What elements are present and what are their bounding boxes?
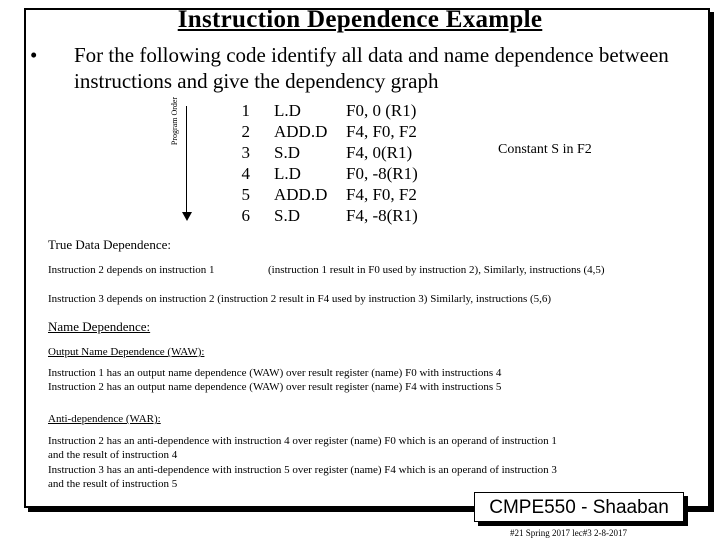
footer-lecture-info: #21 Spring 2017 lec#3 2-8-2017 xyxy=(510,528,627,538)
operands: F4, F0, F2 xyxy=(346,122,417,141)
war-line2: and the result of instruction 4 xyxy=(48,449,178,461)
line-number: 2 xyxy=(241,122,250,141)
course-footer-box: CMPE550 - Shaaban xyxy=(474,492,684,522)
true-dep-line2: Instruction 3 depends on instruction 2 (instruction 2 result in F4 used by instruction 3) Similarly, instructions (5,6) xyxy=(48,293,552,305)
line-number: 4 xyxy=(241,164,250,183)
opcode: ADD.D xyxy=(274,185,328,204)
waw-line1: Instruction 1 has an output name dependence (WAW) over result register (name) F0 with instructions 4 xyxy=(48,367,502,379)
line-number: 5 xyxy=(241,185,250,204)
waw-line2: Instruction 2 has an output name dependence (WAW) over result register (name) F4 with instructions 5 xyxy=(48,381,502,393)
opcode: L.D xyxy=(274,101,301,120)
true-dep-line1b: (instruction 1 result in F0 used by instruction 2), Similarly, instructions (4,5) xyxy=(268,264,605,276)
code-operands xyxy=(346,100,418,226)
line-number: 1 xyxy=(241,101,250,120)
operands: F0, -8(R1) xyxy=(346,164,418,183)
arrow-down-icon xyxy=(182,212,192,221)
true-dep-line1a: Instruction 2 depends on instruction 1 xyxy=(48,264,215,276)
war-line1: Instruction 2 has an anti-dependence with instruction 4 over register (name) F0 which is an operand of instruction 1 xyxy=(48,435,557,447)
operands: F4, F0, F2 xyxy=(346,185,417,204)
code-opcodes xyxy=(274,100,327,226)
constant-note: Constant S in F2 xyxy=(498,142,592,157)
bullet-text: For the following code identify all data and name dependence between instructions and give the dependency graph xyxy=(74,43,669,93)
opcode: L.D xyxy=(274,164,301,183)
operands: F4, -8(R1) xyxy=(346,206,418,225)
slide-title: Instruction Dependence Example xyxy=(177,6,543,33)
program-order-label: Program Order xyxy=(170,96,179,146)
operands: F4, 0(R1) xyxy=(346,143,413,162)
bullet-icon: • xyxy=(30,43,38,67)
opcode: ADD.D xyxy=(274,122,328,141)
operands: F0, 0 (R1) xyxy=(346,101,417,120)
opcode: S.D xyxy=(274,143,300,162)
line-number: 3 xyxy=(241,143,250,162)
war-line3: Instruction 3 has an anti-dependence with instruction 5 over register (name) F4 which is an operand of instruction 3 xyxy=(48,464,557,476)
opcode: S.D xyxy=(274,206,300,225)
code-line-numbers xyxy=(234,100,250,226)
line-number: 6 xyxy=(241,206,250,225)
true-dep-heading: True Data Dependence: xyxy=(48,237,171,252)
program-order-arrow xyxy=(186,106,187,214)
war-heading: Anti-dependence (WAR): xyxy=(48,413,161,425)
war-line4: and the result of instruction 5 xyxy=(48,478,178,490)
waw-heading: Output Name Dependence (WAW): xyxy=(48,346,205,358)
name-dep-heading: Name Dependence: xyxy=(48,319,151,334)
